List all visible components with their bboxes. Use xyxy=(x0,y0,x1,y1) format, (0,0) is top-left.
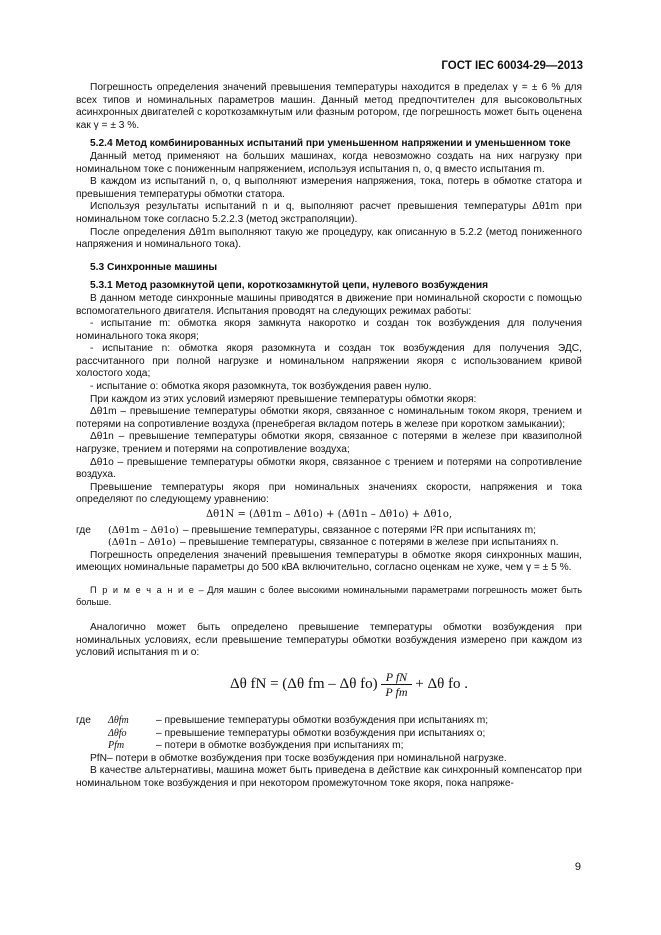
paragraph: Используя результаты испытаний n и q, выполняют расчет превышения температуры Δθ1m при номинальном токе согласно 5.2.2.3 (метод экстраполяции). xyxy=(76,201,582,225)
paragraph: Данный метод применяют на больших машинах, когда невозможно создать на них нагрузку при номинальном токе с пониженным напряжением, используя испытания n, o, q вместо испытания m. xyxy=(76,150,582,175)
formula-fraction xyxy=(381,670,411,699)
paragraph: В данном методе синхронные машины приводятся в движение при номинальной скорости с помощью вспомогательного двигателя. Испытания проводят на следующих режимах работы: xyxy=(76,292,582,317)
document-header: ГОСТ IEC 60034-29—2013 xyxy=(441,60,583,72)
paragraph-accuracy: Погрешность определения значений превышения температуры находится в пределах γ = ± 6 % для всех типов и номинальных параметров машин. Данный метод предпочтителен для высоковольтных асинхронных двигателей с короткозамкнутым или фазным ротором, где погрешность может быть оценена как γ = ± 3 %. xyxy=(76,82,582,131)
paragraph: Погрешность определения значений превышения температуры в обмотке якоря синхронных машин, имеющих номинальные параметры до 500 кВА включительно, согласно оценкам не хуже, чем γ = ± 5 %. xyxy=(76,549,582,574)
paragraph: Аналогично может быть определено превышение температуры обмотки возбуждения при номинальных условиях, если превышение температуры обмотки возбуждения измерено при каждом из условий испытания m и o: xyxy=(76,622,582,659)
where-description: – превышение температуры, связанное с потерями в железе при испытаниях n. xyxy=(179,537,559,549)
page-body xyxy=(76,82,582,791)
where-label: где xyxy=(76,524,91,536)
formula-armature-temperature: Δθ1N = (Δθ1m – Δθ1o) + (Δθ1n – Δθ1o) + Δθ1o, xyxy=(205,509,453,520)
where-symbol: Δθfo xyxy=(108,727,127,739)
note-label: П р и м е ч а н и е xyxy=(90,584,195,595)
paragraph: В каждом из испытаний n, o, q выполняют измерения напряжения, тока, потерь в обмотке статора и превышения температуры обмотки статора. xyxy=(76,176,582,200)
definition-d1n: Δθ1n – превышение температуры обмотки якоря, связанное с потерями в железе при квазиполной нагрузке, трением и потерями на сопротивление воздуха; xyxy=(76,431,582,456)
section-title-5-3: 5.3 Синхронные машины xyxy=(90,261,218,273)
where-symbol: Pfm xyxy=(108,740,125,752)
definition-d1o: Δθ1o – превышение температуры обмотки якоря, связанное с трением и потерями на сопротивление воздуха. xyxy=(76,456,582,481)
formula-lhs: Δθ fN = (Δθ fm – Δθ fo) xyxy=(229,675,378,692)
list-item-test-o: - испытание o: обмотка якоря разомкнута, ток возбуждения равен нулю. xyxy=(90,381,432,393)
list-item-test-m: - испытание m: обмотка якоря замкнута накоротко и создан ток возбуждения для получения номинального тока якоря; xyxy=(76,318,582,342)
fraction-denominator: P fm xyxy=(385,684,408,699)
section-title-5-3-1: 5.3.1 Метод разомкнутой цепи, короткозамкнутой цепи, нулевого возбуждения xyxy=(90,280,489,292)
section-title-5-2-4: 5.2.4 Метод комбинированных испытаний при уменьшенном напряжении и уменьшенном токе xyxy=(90,138,571,150)
where-description: – превышение температуры, связанное с потерями I²R при испытаниях m; xyxy=(182,524,536,536)
formula-field-winding xyxy=(116,670,582,699)
paragraph: В качестве альтернативы, машина может быть приведена в действие как синхронный компенсатор при номинальном токе возбуждения и при некотором промежуточном токе якоря, пока напряже- xyxy=(76,765,582,789)
where-description: – превышение температуры обмотки возбуждения при испытаниях m; xyxy=(156,714,489,726)
where-symbol: Δθfm xyxy=(108,714,129,726)
where-label: где xyxy=(76,714,91,726)
paragraph: Превышение температуры якоря при номинальных значениях скорости, напряжения и тока определяют по следующему уравнению: xyxy=(76,481,582,506)
definition-pfn: PfN– потери в обмотке возбуждения при тоске возбуждения при номинальной нагрузке. xyxy=(90,752,507,764)
note xyxy=(76,585,582,608)
page-number: 9 xyxy=(574,861,581,873)
note-text: – Для машин с более высокими номинальными параметрами погрешность может быть больше. xyxy=(76,584,582,607)
where-description: – превышение температуры обмотки возбуждения при испытаниях o; xyxy=(156,727,486,739)
definition-d1m: Δθ1m – превышение температуры обмотки якоря, связанное с номинальным током якоря, трением и потерями на сопротивление воздуха (пренебрегая вкладом потерь в железе при коротком замыкании); xyxy=(76,406,582,430)
paragraph: После определения Δθ1m выполняют такую же процедуру, как описанную в 5.2.2 (метод пониженного напряжения и номинального тока). xyxy=(76,226,582,251)
where-description: – потери в обмотке возбуждения при испытаниях m; xyxy=(156,740,404,752)
where-row xyxy=(76,740,582,753)
where-row xyxy=(76,728,582,741)
list-item-test-n: - испытание n: обмотка якоря разомкнута и создан ток возбуждения для получения ЭДС, рассчитанного при полной нагрузке и номинальном напряжении якоря с использованием кривой холостого хода; xyxy=(76,343,582,380)
where-row xyxy=(76,525,582,538)
fraction-numerator: P fN xyxy=(381,670,411,685)
where-symbol: (Δθ1m – Δθ1o) xyxy=(108,524,179,536)
where-row xyxy=(76,715,582,728)
where-row xyxy=(76,537,582,550)
where-symbol: (Δθ1n – Δθ1o) xyxy=(108,537,176,549)
formula-tail: + Δθ fo . xyxy=(415,675,469,692)
paragraph: При каждом из этих условий измеряют превышение температуры обмотки якоря: xyxy=(90,393,477,405)
